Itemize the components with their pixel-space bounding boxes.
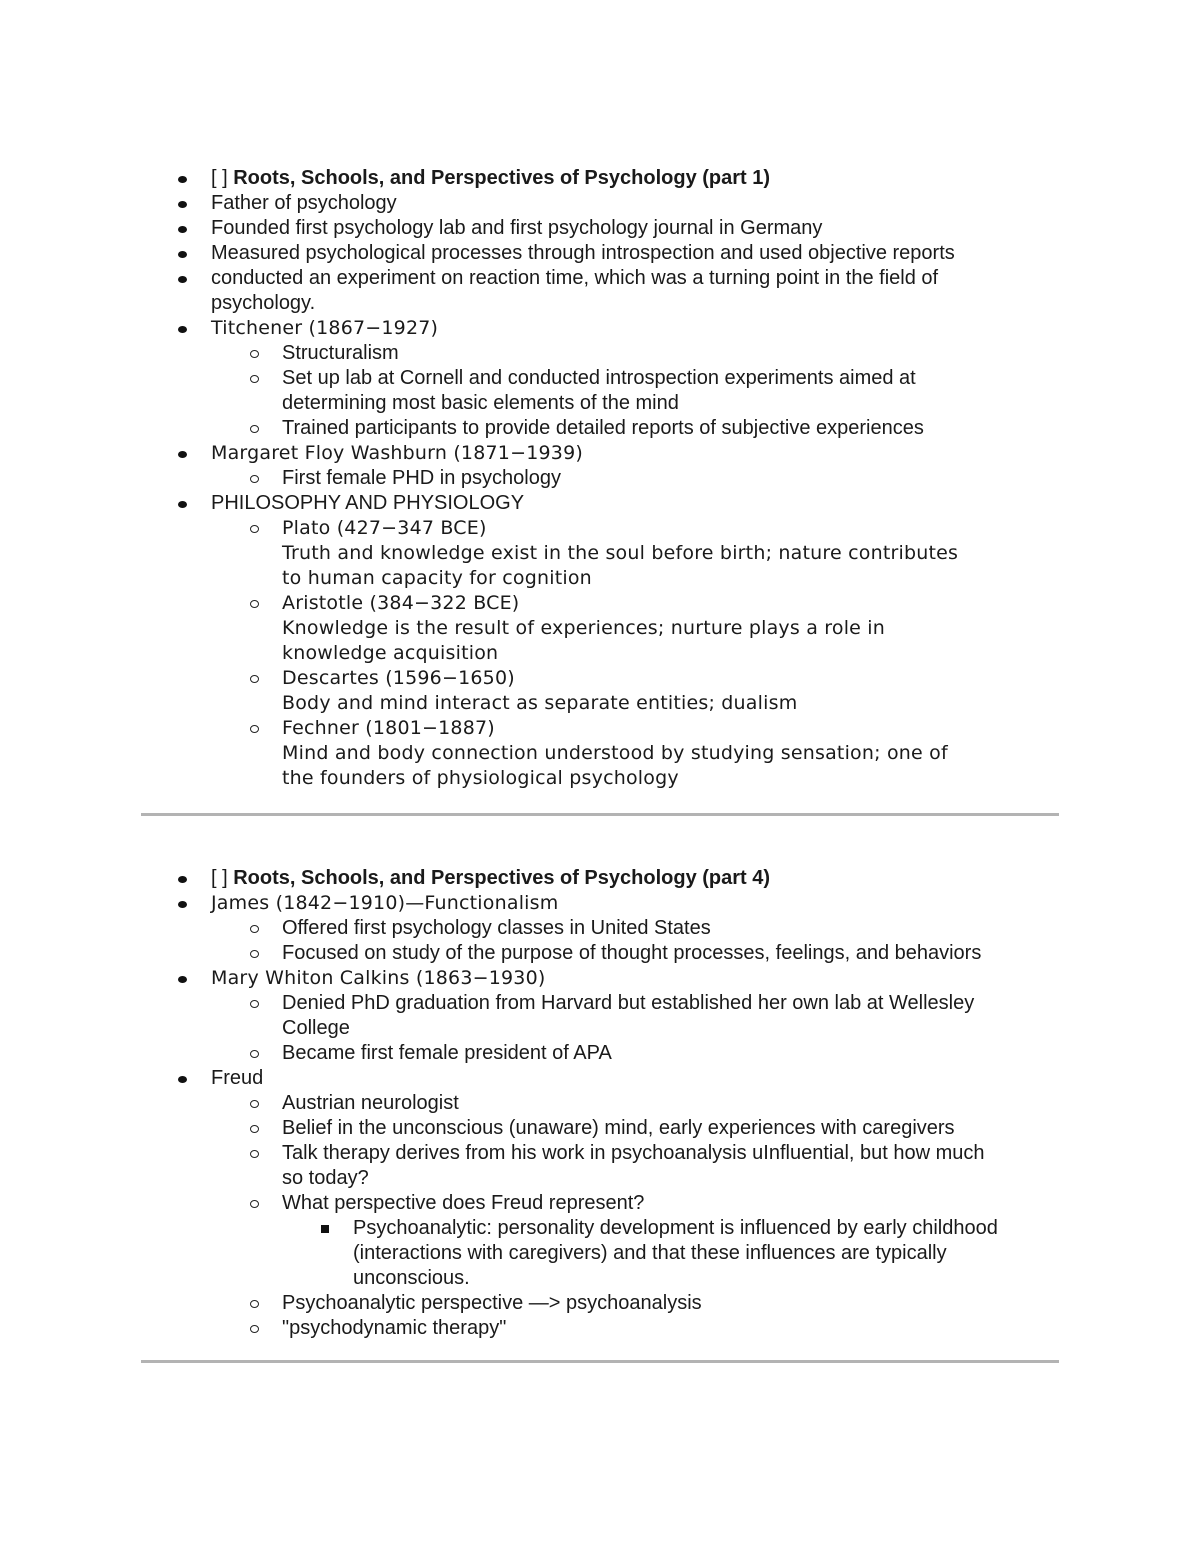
list-item-text: Margaret Floy Washburn (1871−1939) <box>211 442 583 464</box>
section-heading <box>211 866 770 891</box>
list-item-text: Truth and knowledge exist in the soul before birth; nature contributes <box>282 542 959 564</box>
section-heading <box>211 166 770 191</box>
bullet-disc-icon <box>178 176 187 183</box>
list-item-text: Mary Whiton Calkins (1863−1930) <box>211 967 546 989</box>
bullet-circle-icon <box>250 1100 259 1108</box>
list-item-text: Talk therapy derives from his work in psychoanalysis uInfluential, but how much <box>282 1142 985 1164</box>
bullet-circle-icon <box>250 1000 259 1008</box>
list-item-text: Focused on study of the purpose of thought processes, feelings, and behaviors <box>282 942 982 964</box>
list-item-text: the founders of physiological psychology <box>282 767 679 789</box>
list-item-text: Plato (427−347 BCE) <box>282 517 487 539</box>
list-item-text: Austrian neurologist <box>282 1092 459 1114</box>
bullet-disc-icon <box>178 226 187 233</box>
bullet-circle-icon <box>250 525 259 533</box>
list-item-text: Titchener (1867−1927) <box>211 317 439 339</box>
list-item-text: College <box>282 1017 350 1039</box>
list-item-text: James (1842−1910)—Functionalism <box>211 892 559 914</box>
list-item-text: Freud <box>211 1067 264 1089</box>
bullet-circle-icon <box>250 1300 259 1308</box>
bullet-circle-icon <box>250 1050 259 1058</box>
section-divider <box>141 813 1059 816</box>
section-divider <box>141 1360 1059 1363</box>
list-item-text: Trained participants to provide detailed reports of subjective experiences <box>282 417 924 439</box>
bullet-circle-icon <box>250 600 259 608</box>
list-item-text: What perspective does Freud represent? <box>282 1192 645 1214</box>
list-item-text: Psychoanalytic perspective —> psychoanalysis <box>282 1292 702 1314</box>
bullet-circle-icon <box>250 350 259 358</box>
bullet-disc-icon <box>178 251 187 258</box>
list-item-text: Psychoanalytic: personality development is influenced by early childhood <box>353 1217 998 1239</box>
list-item-text: PHILOSOPHY AND PHYSIOLOGY <box>211 492 525 514</box>
list-item-text: so today? <box>282 1167 369 1189</box>
list-item-text: Founded first psychology lab and first psychology journal in Germany <box>211 217 823 239</box>
bullet-disc-icon <box>178 976 187 983</box>
list-item-text: conducted an experiment on reaction time, which was a turning point in the field of <box>211 267 939 289</box>
list-item-text: Knowledge is the result of experiences; nurture plays a role in <box>282 617 886 639</box>
bullet-disc-icon <box>178 901 187 908</box>
list-item-text: Body and mind interact as separate entities; dualism <box>282 692 798 714</box>
bullet-disc-icon <box>178 1076 187 1083</box>
bullet-disc-icon <box>178 276 187 283</box>
list-item-text: psychology. <box>211 292 316 314</box>
bullet-disc-icon <box>178 201 187 208</box>
bullet-circle-icon <box>250 475 259 483</box>
list-item-text: "psychodynamic therapy" <box>282 1317 507 1339</box>
bullet-disc-icon <box>178 451 187 458</box>
bullet-disc-icon <box>178 326 187 333</box>
list-item-text: Offered first psychology classes in United States <box>282 917 711 939</box>
checkbox-marker: [ ] <box>211 867 228 889</box>
list-item-text: Set up lab at Cornell and conducted introspection experiments aimed at <box>282 367 916 389</box>
bullet-circle-icon <box>250 1150 259 1158</box>
bullet-disc-icon <box>178 501 187 508</box>
bullet-circle-icon <box>250 725 259 733</box>
bullet-circle-icon <box>250 375 259 383</box>
list-item-text: Became first female president of APA <box>282 1042 612 1064</box>
bullet-circle-icon <box>250 675 259 683</box>
list-item-text: Measured psychological processes through introspection and used objective reports <box>211 242 955 264</box>
list-item-text: Aristotle (384−322 BCE) <box>282 592 520 614</box>
list-item-text: Fechner (1801−1887) <box>282 717 495 739</box>
list-item-text: unconscious. <box>353 1267 470 1289</box>
list-item-text: Descartes (1596−1650) <box>282 667 515 689</box>
bullet-circle-icon <box>250 950 259 958</box>
heading-text: Roots, Schools, and Perspectives of Psychology (part 4) <box>233 867 771 889</box>
list-item-text: Structuralism <box>282 342 399 364</box>
list-item-text: First female PHD in psychology <box>282 467 561 489</box>
bullet-circle-icon <box>250 1125 259 1133</box>
list-item-text: (interactions with caregivers) and that these influences are typically <box>353 1242 947 1264</box>
bullet-circle-icon <box>250 425 259 433</box>
bullet-square-icon <box>321 1225 329 1233</box>
bullet-circle-icon <box>250 925 259 933</box>
list-item-text: Belief in the unconscious (unaware) mind, early experiences with caregivers <box>282 1117 955 1139</box>
bullet-disc-icon <box>178 876 187 883</box>
list-item-text: Father of psychology <box>211 192 397 214</box>
list-item-text: determining most basic elements of the mind <box>282 392 679 414</box>
list-item-text: to human capacity for cognition <box>282 567 592 589</box>
bullet-circle-icon <box>250 1200 259 1208</box>
list-item-text: Mind and body connection understood by studying sensation; one of <box>282 742 948 764</box>
heading-text: Roots, Schools, and Perspectives of Psychology (part 1) <box>233 167 771 189</box>
list-item-text: knowledge acquisition <box>282 642 499 664</box>
bullet-circle-icon <box>250 1325 259 1333</box>
list-item-text: Denied PhD graduation from Harvard but established her own lab at Wellesley <box>282 992 975 1014</box>
checkbox-marker: [ ] <box>211 167 228 189</box>
